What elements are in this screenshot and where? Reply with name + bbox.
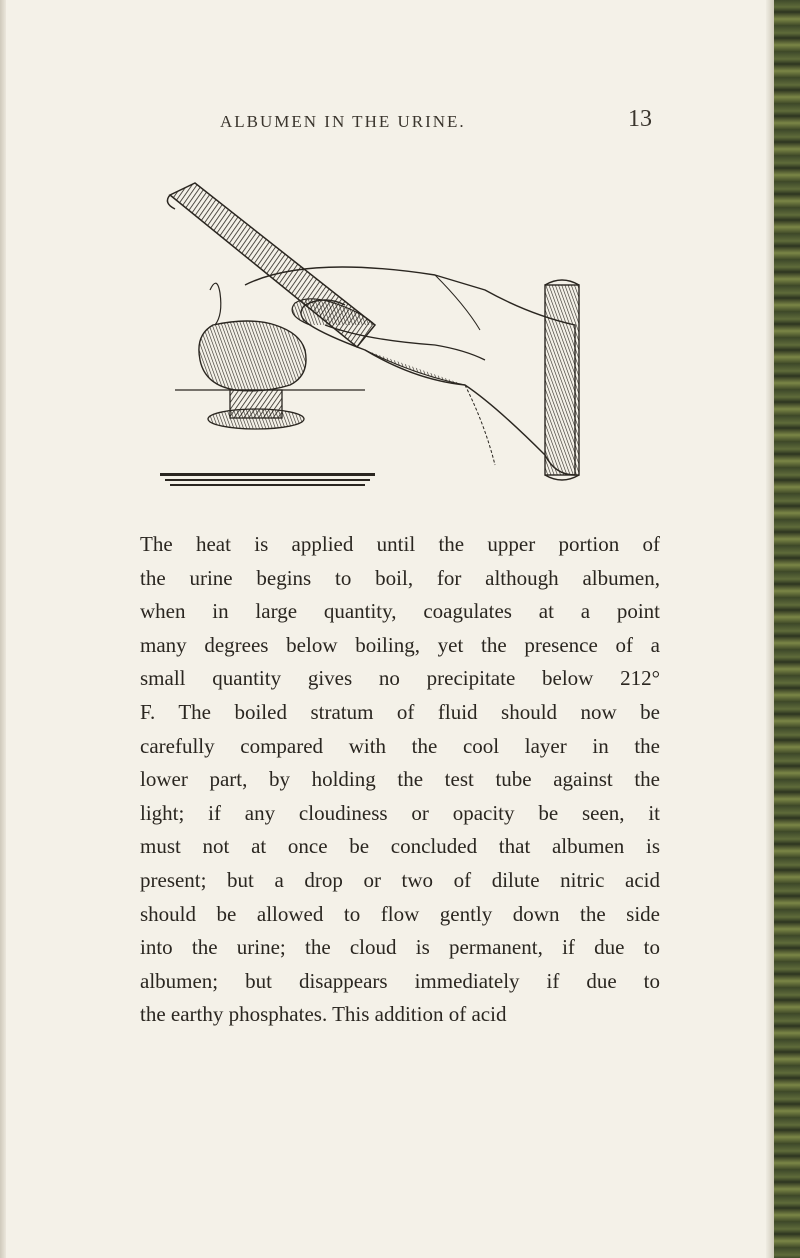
- text-line: many degrees below boiling, yet the presence of a: [140, 632, 660, 657]
- text-line: small quantity gives no precipitate below 212°: [140, 666, 660, 691]
- body-paragraph: [140, 528, 660, 1032]
- text-line: when in large quantity, coagulates at a point: [140, 599, 660, 624]
- text-line: F. The boiled stratum of fluid should now be: [140, 699, 660, 724]
- test-tube-illustration: [135, 175, 605, 495]
- text-line: carefully compared with the cool layer in the: [140, 733, 660, 758]
- text-line: must not at once be concluded that albumen is: [140, 834, 660, 859]
- page-number: 13: [628, 106, 652, 132]
- text-line: the earthy phosphates. This addition of acid: [140, 1002, 507, 1027]
- text-line: albumen; but disappears immediately if due to: [140, 968, 660, 993]
- text-line: present; but a drop or two of dilute nitric acid: [140, 867, 660, 892]
- running-head: [140, 106, 660, 142]
- text-line: lower part, by holding the test tube against the: [140, 767, 660, 792]
- text-line: into the urine; the cloud is permanent, if due to: [140, 935, 660, 960]
- running-title: ALBUMEN IN THE URINE.: [220, 112, 466, 131]
- book-edge: [774, 0, 800, 1258]
- text-line: light; if any cloudiness or opacity be seen, it: [140, 800, 660, 825]
- text-line: The heat is applied until the upper portion of: [140, 532, 660, 556]
- test-tube-over-lamp-icon: [135, 175, 605, 495]
- text-line: should be allowed to flow gently down the side: [140, 901, 660, 926]
- page-edge-shadow: [766, 0, 774, 1258]
- text-line: the urine begins to boil, for although albumen,: [140, 565, 660, 590]
- page-left-margin: [0, 0, 6, 1258]
